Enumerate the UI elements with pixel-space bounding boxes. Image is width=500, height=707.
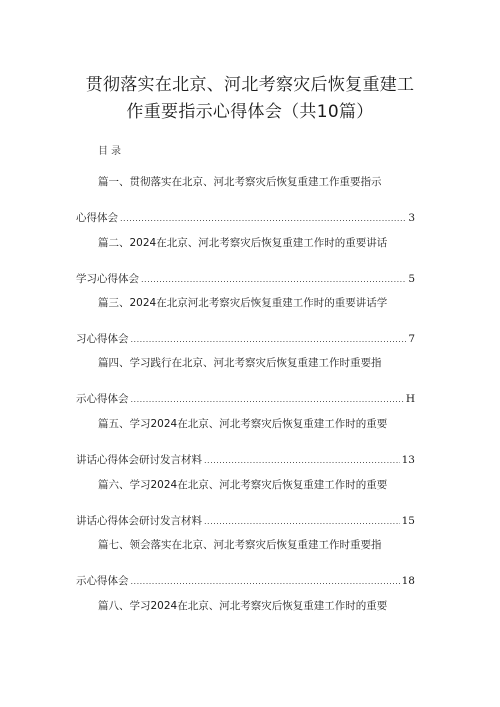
document-title [40,72,460,126]
toc-entry-title-cont: 习心得体会 [76,333,129,345]
toc-entry-title: 篇五、学习2024在北京、河北考察灾后恢复重建工作时的重要 [98,418,388,430]
toc-entry-title: 篇六、学习2024在北京、河北考察灾后恢复重建工作时的重要 [98,479,388,491]
toc-entry-continuation [76,271,415,286]
title-line-2: 作重要指示心得体会（共10篇） [126,102,374,122]
toc-entry-title-cont: 学习心得体会 [76,273,139,285]
dot-leader [131,335,407,344]
toc-entry-title-cont: 心得体会 [76,212,118,224]
toc-entry-continuation [76,331,415,346]
toc-heading: 目录 [98,146,124,157]
toc-entry-title: 篇四、学习践行在北京、河北考察灾后恢复重建工作时重要指 [98,357,382,369]
dot-leader [204,517,400,526]
toc-entry-title-cont: 讲话心得体会研讨发言材料 [76,454,202,466]
toc-entry-continuation [76,391,415,406]
title-line-1: 贯彻落实在北京、河北考察灾后恢复重建工 [85,75,415,95]
toc-entry-title: 篇二、2024在北京、河北考察灾后恢复重建工作时的重要讲话 [98,237,388,249]
toc-entry-title: 篇三、2024在北京河北考察灾后恢复重建工作时的重要讲话学 [98,297,388,309]
dot-leader [120,214,406,223]
toc-page-number: 13 [401,454,415,466]
toc-entry-title-cont: 讲话心得体会研讨发言材料 [76,515,202,527]
dot-leader [131,395,404,404]
dot-leader [204,456,400,465]
toc-entry-title: 篇七、领会落实在北京、河北考察灾后恢复重建工作时重要指 [98,539,382,551]
toc-entry-title-cont: 示心得体会 [76,393,129,405]
toc-entry-continuation [76,513,415,528]
toc-entry-continuation [76,573,415,588]
toc-page-number: 3 [408,212,415,224]
toc-entry-continuation [76,210,415,225]
toc-page-number: 5 [408,273,415,285]
toc-page-number: H [405,393,415,405]
toc-entry-title-cont: 示心得体会 [76,575,129,587]
toc-page-number: 15 [401,515,415,527]
toc-page-number: 18 [401,575,415,587]
dot-leader [141,275,406,284]
dot-leader [131,577,400,586]
toc-entry-title: 篇一、贯彻落实在北京、河北考察灾后恢复重建工作重要指示 [98,176,382,188]
toc-page-number: 7 [408,333,415,345]
toc-entry-continuation [76,452,415,467]
toc-entry-title: 篇八、学习2024在北京、河北考察灾后恢复重建工作时的重要 [98,600,388,612]
